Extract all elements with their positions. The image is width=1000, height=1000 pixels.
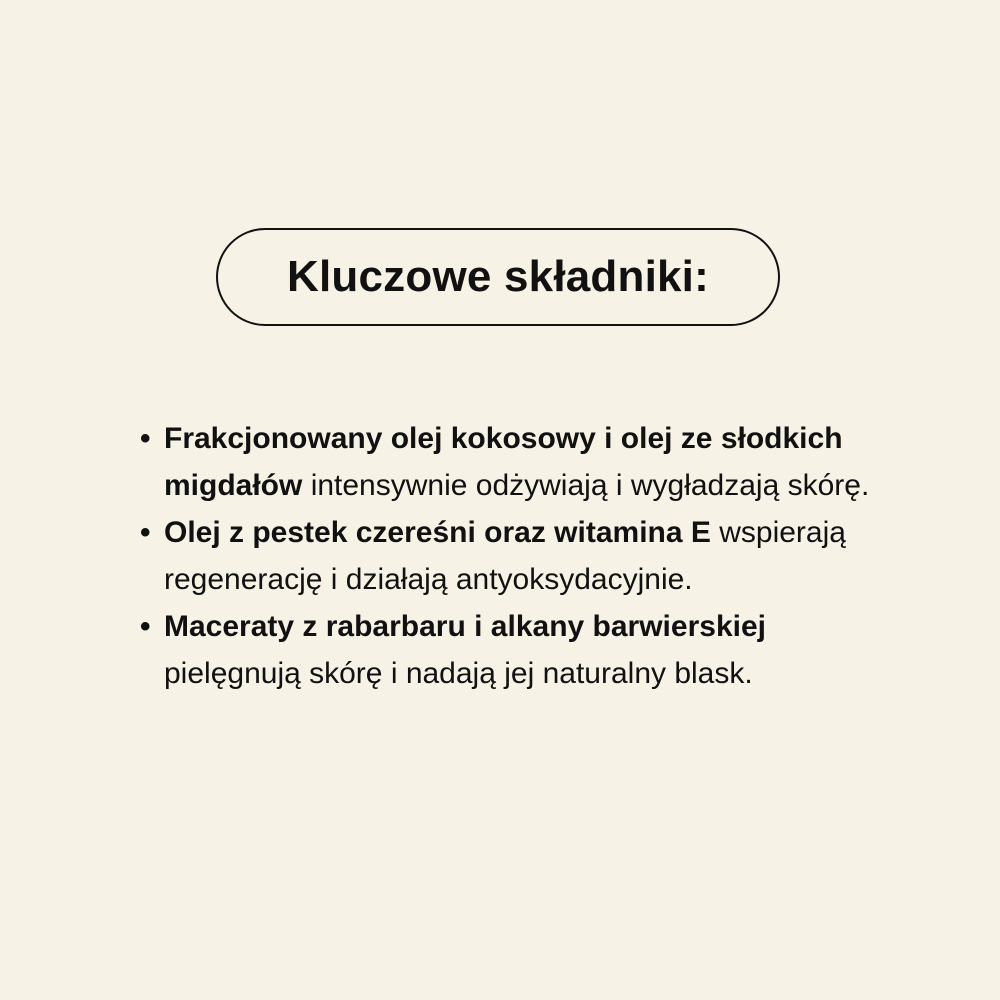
ingredient-name: Frakcjonowany olej kokosowy i olej ze słodkich migdałów — [164, 422, 843, 502]
ingredient-name: Maceraty z rabarbaru i alkany barwierskiej — [164, 610, 766, 643]
ingredient-description: pielęgnują skórę i nadają jej naturalny blask. — [164, 657, 753, 690]
ingredient-description: wspierają regenerację i działają antyoksydacyjnie. — [164, 516, 846, 596]
ingredient-name: Olej z pestek czereśni oraz witamina E — [164, 516, 720, 549]
list-item — [138, 415, 878, 509]
ingredient-description: intensywnie odżywiają i wygładzają skórę. — [310, 469, 870, 502]
list-item — [138, 603, 878, 697]
bullet-icon: • — [140, 422, 151, 455]
bullet-icon: • — [140, 610, 151, 643]
bullet-icon: • — [140, 516, 151, 549]
heading-pill — [216, 228, 780, 326]
list-item — [138, 509, 878, 603]
heading-title: Kluczowe składniki: — [287, 252, 709, 301]
ingredients-list — [138, 415, 878, 697]
